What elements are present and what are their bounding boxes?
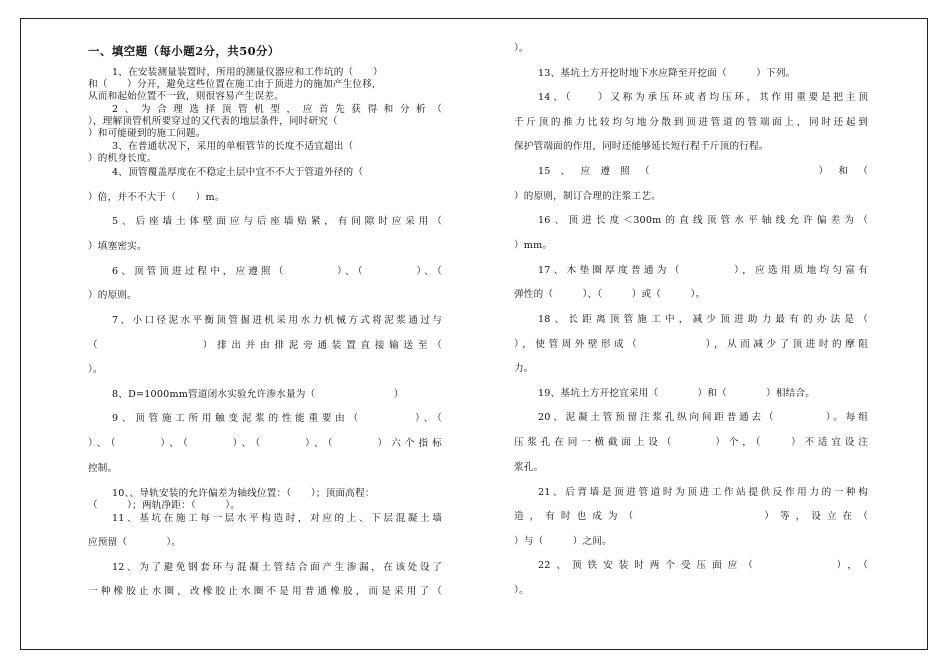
question-12-line-2: 一种橡胶止水圈，改橡胶止水圈不是用普通橡胶，而是采用了（ (88, 586, 442, 597)
question-12-line-3: ）。 (514, 43, 529, 54)
question-18-line-1: 18、长距离顶管施工中，减少顶进助力最有的办法是（ (538, 314, 868, 325)
question-16-line-1: 16、顶进长度＜300m的直线顶管水平轴线允许偏差为（ (538, 215, 868, 226)
question-22-line-2: ）。 (514, 585, 529, 596)
question-5-line-2: ）填塞密实。 (88, 241, 147, 252)
question-20-line-1: 20、泥凝土管预留注浆孔纵向间距普通去（ ）。每组 (538, 412, 868, 423)
question-10-line-2: （ ）；两轨净距：（ ）。 (88, 500, 241, 511)
question-3-line-1: 3、在普通状况下，采用的单根管节的长度不适宜超出（ (112, 141, 354, 152)
question-17-line-1: 17、木垫圈厚度普通为（ ），应选用质地均匀富有 (538, 265, 868, 276)
question-11-line-1: 11、基坑在施工每一层水平构造时，对应的上、下层混凝土墙 (112, 513, 442, 524)
question-18-line-3: 力。 (514, 363, 534, 374)
question-1-line-2: 和（ ）分开，避免这些位置在施工由于顶进力的施加产生位移, (88, 79, 376, 90)
question-2-line-2: ），理解顶管机所要穿过的又代表的地层条件，同时研究（ (88, 116, 338, 127)
question-21-line-1: 21、后背墙是顶进管道时为顶进工作站提供反作用力的一种构 (538, 487, 868, 498)
question-12-line-1: 12、为了避免钢套环与混凝土管结合面产生渗漏，在该处设了 (112, 562, 442, 573)
question-21-line-3: ）与（ ）之间。 (514, 536, 612, 547)
question-10-line-1: 10、、导轨安装的允许偏差为轴线位置：（ ）；顶面高程： (112, 488, 375, 499)
question-18-line-2: ），使管周外壁形成（ ），从而减少了顶进时的摩阻 (514, 339, 868, 350)
question-14-line-1: 14、（ ）又称为承压环或者均压环，其作用重要是把主顶 (538, 92, 868, 103)
question-20-line-2: 压浆孔在同一横截面上设（ ）个，（ ）不适宜设注 (514, 437, 868, 448)
question-9-line-3: 控制。 (88, 463, 118, 474)
question-14-line-3: 保护管端面的作用，同时还能够延长短行程千斤顶的行程。 (514, 141, 769, 152)
question-14-line-2: 千斤顶的推力比较均匀地分散到顶进管道的管端面上，同时还起到 (514, 117, 868, 128)
question-15-line-1: 15、应遵照（ ）和（ (538, 166, 868, 177)
question-16-line-2: ）mm。 (514, 240, 553, 251)
question-20-line-3: 浆孔。 (514, 462, 544, 473)
question-8-line-1: 8、D=1000mm管道闭水实验允许渗水量为（ ） (112, 389, 404, 400)
question-17-line-2: 弹性的（ ）、（ ）或（ ）。 (514, 289, 706, 300)
question-1-line-1: 1、在安装测量装置时，所用的测量仪器应和工作坑的（ ） (112, 67, 383, 78)
question-3-line-2: ）的机身长度。 (88, 153, 157, 164)
question-4-line-2: ）倍，并不不大于（ ）m。 (88, 192, 225, 203)
question-11-line-2: 应预留（ ）。 (88, 537, 182, 548)
question-4-line-1: 4、顶管覆盖厚度在不稳定土层中宜不不大于管道外径的（ (112, 167, 364, 178)
question-2-line-1: 2、为合理选择顶管机型，应首先获得和分析（ (112, 104, 442, 115)
question-21-line-2: 造，有时也成为（ ）等，设立在（ (514, 511, 868, 522)
question-13-line-1: 13、基坑土方开挖时地下水应降至开挖面（ ）下列。 (538, 68, 796, 79)
question-1-line-3: 从而和起始位置不一致，则很容易产生误差。 (88, 91, 284, 102)
question-7-line-3: ）。 (88, 364, 103, 375)
question-6-line-1: 6、顶管顶进过程中，应遵照（ ）、（ ）、（ (112, 266, 442, 277)
question-2-line-3: ）和可能碰到的施工问题。 (88, 128, 206, 139)
section-heading: 一、填空题（每小题2分，共50分） (88, 44, 280, 58)
question-5-line-1: 5、后座墙土体壁面应与后座墙贴紧，有间隙时应采用（ (112, 216, 442, 227)
question-9-line-1: 9、顶管施工所用触变泥浆的性能重要由（ ）、（ (112, 413, 442, 424)
question-7-line-1: 7、小口径泥水平衡顶管掘进机采用水力机械方式将泥浆通过与 (112, 315, 442, 326)
question-15-line-2: ）的原则，制订合理的注浆工艺。 (514, 191, 661, 202)
question-9-line-2: ）、（ ）、（ ）、（ ）、（ ）六个指标 (88, 438, 442, 449)
question-22-line-1: 22、顶铁安装时两个受压面应（ ），（ (538, 560, 868, 571)
question-19-line-1: 19、基坑土方开挖宜采用（ ）和（ ）相结合。 (538, 388, 816, 399)
question-7-line-2: （ ）排出并由排泥旁通装置直接输送至（ (88, 340, 442, 351)
question-6-line-2: ）的原则。 (88, 290, 137, 301)
